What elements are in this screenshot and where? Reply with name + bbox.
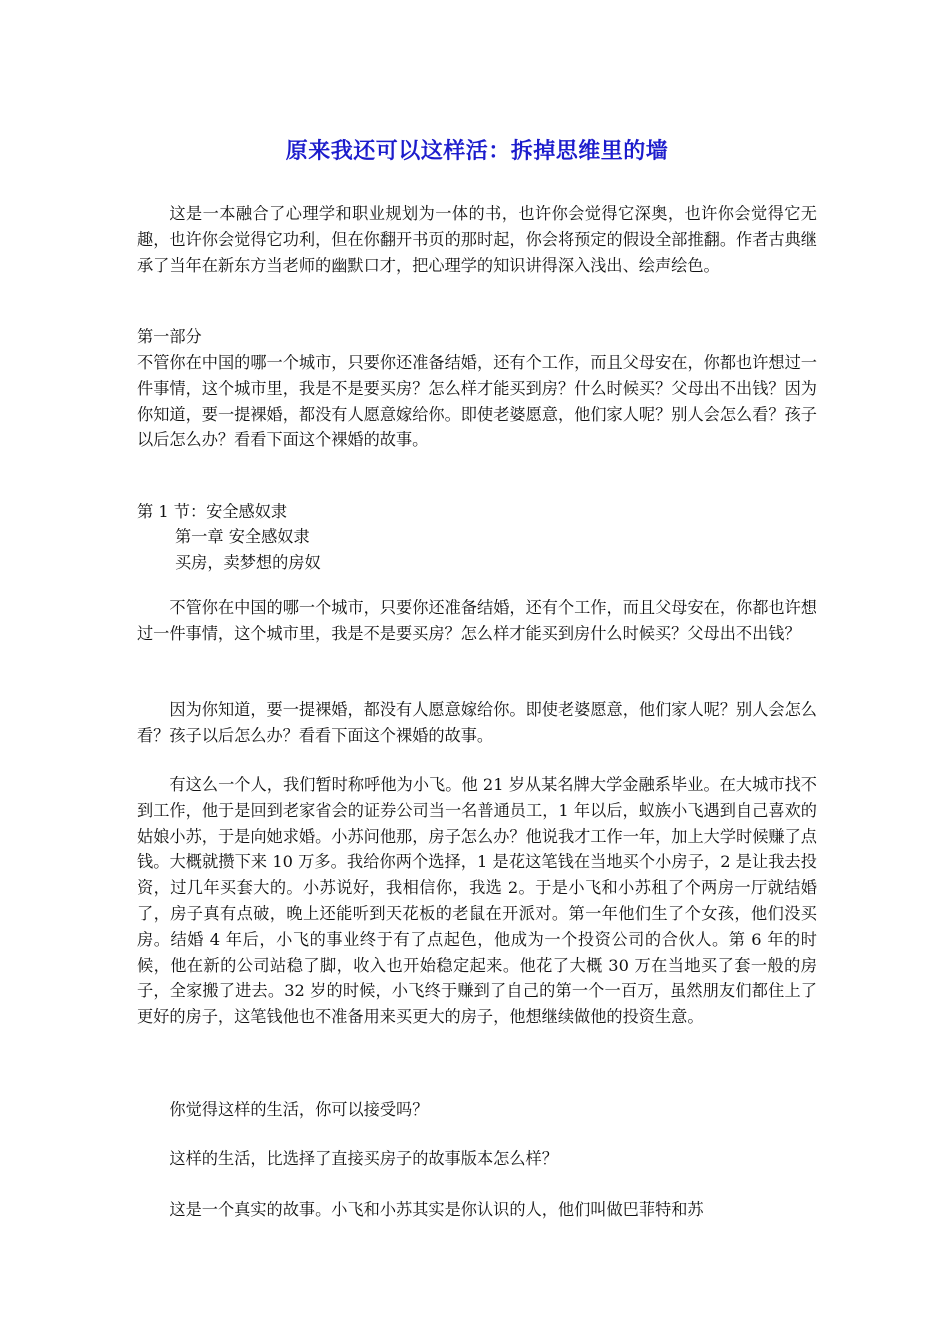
part-paragraph: 不管你在中国的哪一个城市，只要你还准备结婚，还有个工作，而且父母安在，你都也许想过一件事情，这个城市里，我是不是要买房？怎么样才能买到房？什么时候买？父母出不出钱？因为你知道，要一提裸婚，都没有人愿意嫁给你。即使老婆愿意，他们家人呢？别人会怎么看？孩子以后怎么办？看看下面这个裸婚的故事。 (137, 353, 817, 450)
section-label: 第 1 节：安全感奴隶 (137, 502, 288, 521)
part-label: 第一部分 (137, 327, 202, 346)
paragraph-4: 你觉得这样的生活，你可以接受吗？ (169, 1100, 429, 1119)
chapter-label: 第一章 安全感奴隶 (175, 527, 310, 546)
paragraph-1: 不管你在中国的哪一个城市，只要你还准备结婚，还有个工作，而且父母安在，你都也许想过一件事情，这个城市里，我是不是要买房？怎么样才能买到房什么时候买？父母出不出钱？ (137, 598, 817, 643)
paragraph-2: 因为你知道，要一提裸婚，都没有人愿意嫁给你。即使老婆愿意，他们家人呢？别人会怎么看？孩子以后怎么办？看看下面这个裸婚的故事。 (137, 700, 817, 745)
intro-paragraph: 这是一本融合了心理学和职业规划为一体的书，也许你会觉得它深奥，也许你会觉得它无趣，也许你会觉得它功利，但在你翻开书页的那时起，你会将预定的假设全部推翻。作者古典继承了当年在新东方当老师的幽默口才，把心理学的知识讲得深入浅出、绘声绘色。 (137, 204, 817, 275)
paragraph-6: 这是一个真实的故事。小飞和小苏其实是你认识的人，他们叫做巴菲特和苏 (169, 1200, 704, 1219)
document-title: 原来我还可以这样活：拆掉思维里的墙 (285, 138, 669, 164)
paragraph-5: 这样的生活，比选择了直接买房子的故事版本怎么样？ (169, 1149, 558, 1168)
paragraph-3: 有这么一个人，我们暂时称呼他为小飞。他 21 岁从某名牌大学金融系毕业。在大城市找不到工作，他于是回到老家省会的证券公司当一名普通员工，1 年以后，蚁族小飞遇到自己喜欢的姑娘小苏，于是向她求婚。小苏问他那，房子怎么办？他说我才工作一年，加上大学时候赚了点钱。大概就攒下来 10 万多。我给你两个选择，1 是花这笔钱在当地买个小房子，2 是让我去投资，过几年买套大的。小苏说好，我相信你，我选 2。于是小飞和小苏租了个两房一厅就结婚了，房子真有点破，晚上还能听到天花板的老鼠在开派对。第一年他们生了个女孩，他们没买房。结婚 4 年后，小飞的事业终于有了点起色，他成为一个投资公司的合伙人。第 6 年的时候，他在新的公司站稳了脚，收入也开始稳定起来。他花了大概 30 万在当地买了套一般的房子，全家搬了进去。32 岁的时候，小飞终于赚到了自己的第一个一百万，虽然朋友们都住上了更好的房子，这笔钱他也不准备用来买更大的房子，他想继续做他的投资生意。 (137, 775, 817, 1027)
chapter-subtitle: 买房，卖梦想的房奴 (175, 553, 321, 572)
